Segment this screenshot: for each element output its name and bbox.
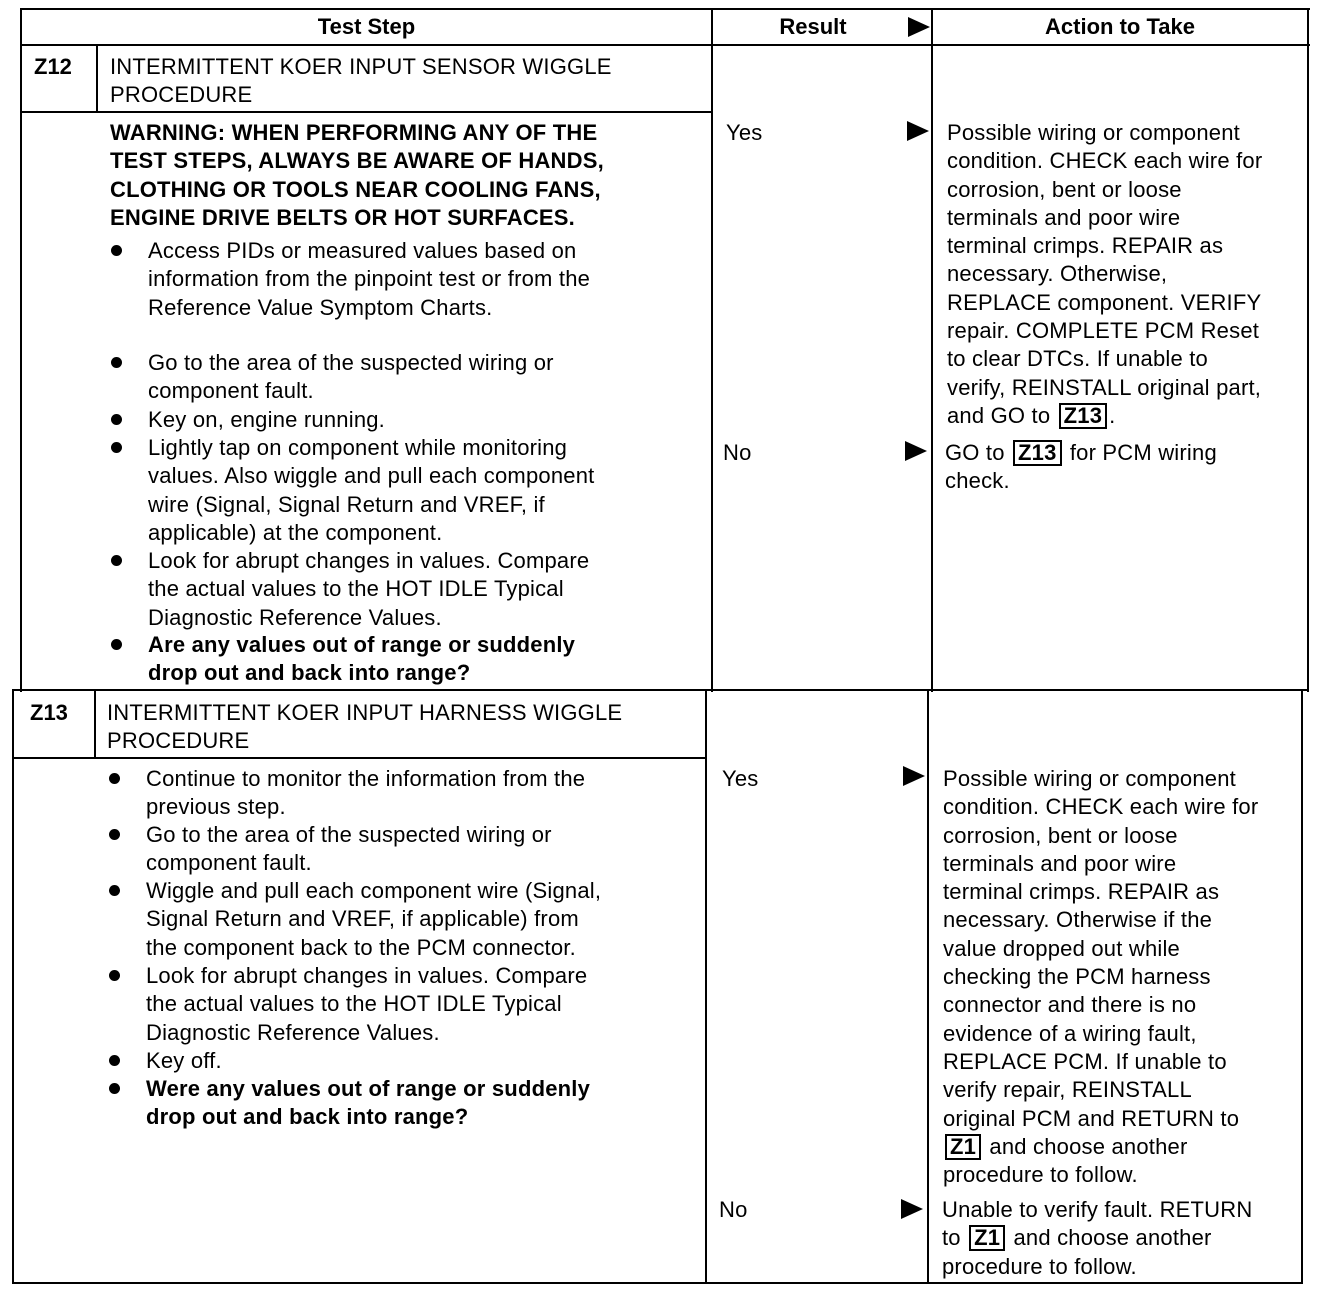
z13-bullet-4: Look for abrupt changes in values. Compare the actual values to the HOT IDLE Typical Diagnostic Reference Values.: [146, 963, 588, 1045]
z13-no-action: Unable to verify fault. RETURN to Z1 and choose another procedure to follow.: [942, 1197, 1253, 1279]
z12-yes-action: Possible wiring or component condition. CHECK each wire for corrosion, bent or loose terminals and poor wire terminal crimps. REPAIR as necessary. Otherwise, REPLACE component. VERIFY repair. COMPLETE PCM Reset to clear DTCs. If unable to verify, REINSTALL original part, and GO to Z13 .: [947, 120, 1263, 428]
z13-bullet-1: Continue to monitor the information from the previous step.: [146, 766, 586, 820]
step-ref-z1[interactable]: Z1: [945, 1134, 981, 1160]
z13-result-yes: Yes: [722, 766, 759, 791]
bullet-icon: [109, 1083, 120, 1094]
z12-bullet-4: Lightly tap on component while monitoring values. Also wiggle and pull each component wire (Signal, Signal Return and VREF, if applicable) at the component.: [148, 435, 595, 545]
bullet-icon: [111, 245, 122, 256]
arrow-right-icon: [907, 121, 929, 141]
z12-result-no: No: [723, 440, 752, 465]
bullet-icon: [109, 970, 120, 981]
bullet-icon: [111, 357, 122, 368]
z12-bullet-1: Access PIDs or measured values based on information from the pinpoint test or from the Reference Value Symptom Charts.: [148, 238, 591, 320]
bullet-icon: [111, 442, 122, 453]
z13-bullet-2: Go to the area of the suspected wiring or component fault.: [146, 822, 552, 876]
bullet-icon: [109, 829, 120, 840]
step-id-z13: Z13: [30, 700, 68, 725]
z12-result-yes: Yes: [726, 120, 763, 145]
arrow-right-icon: [903, 766, 925, 786]
bullet-icon: [109, 1055, 120, 1066]
step-ref-z1[interactable]: Z1: [969, 1225, 1005, 1251]
step-ref-z13[interactable]: Z13: [1013, 440, 1062, 466]
z12-bullet-2: Go to the area of the suspected wiring or component fault.: [148, 350, 554, 404]
header-result: Result: [779, 14, 847, 39]
header-test-step: Test Step: [317, 14, 416, 39]
step-id-z12: Z12: [34, 54, 72, 79]
bullet-icon: [111, 555, 122, 566]
arrow-right-icon: [901, 1199, 923, 1219]
z12-no-action: GO to Z13 for PCM wiring check.: [945, 440, 1217, 494]
header-arrow-icon: [908, 17, 930, 37]
step-ref-z13[interactable]: Z13: [1059, 403, 1108, 429]
z13-title: INTERMITTENT KOER INPUT HARNESS WIGGLE PROCEDURE: [107, 700, 623, 754]
bullet-icon: [109, 773, 120, 784]
header-action: Action to Take: [1045, 14, 1195, 39]
z12-title: INTERMITTENT KOER INPUT SENSOR WIGGLE PROCEDURE: [110, 54, 612, 108]
z12-bullet-5: Look for abrupt changes in values. Compare the actual values to the HOT IDLE Typical Diagnostic Reference Values.: [148, 548, 590, 630]
z12-warning: WARNING: WHEN PERFORMING ANY OF THE TEST STEPS, ALWAYS BE AWARE OF HANDS, CLOTHING OR TOOLS NEAR COOLING FANS, ENGINE DRIVE BELTS OR HOT SURFACES.: [110, 120, 604, 230]
z13-bullet-6-question: Were any values out of range or suddenly drop out and back into range?: [146, 1076, 591, 1130]
z13-yes-action: Possible wiring or component condition. CHECK each wire for corrosion, bent or loose terminals and poor wire terminal crimps. REPAIR as necessary. Otherwise if the value dropped out while checking the PCM harness connector and there is no evidence of a wiring fault, REPLACE PCM. If unable to verify repair, REINSTALL original PCM and RETURN to Z1 and choose another procedure to follow.: [943, 766, 1259, 1188]
z13-bullet-3: Wiggle and pull each component wire (Signal, Signal Return and VREF, if applicable) from the component back to the PCM connector.: [146, 878, 602, 960]
z13-bullet-5: Key off.: [146, 1048, 222, 1073]
bullet-icon: [111, 639, 122, 650]
z13-result-no: No: [719, 1197, 748, 1222]
z12-bullet-3: Key on, engine running.: [148, 407, 385, 432]
arrow-right-icon: [905, 441, 927, 461]
bullet-icon: [109, 885, 120, 896]
bullet-icon: [111, 414, 122, 425]
z12-bullet-6-question: Are any values out of range or suddenly drop out and back into range?: [148, 632, 576, 686]
